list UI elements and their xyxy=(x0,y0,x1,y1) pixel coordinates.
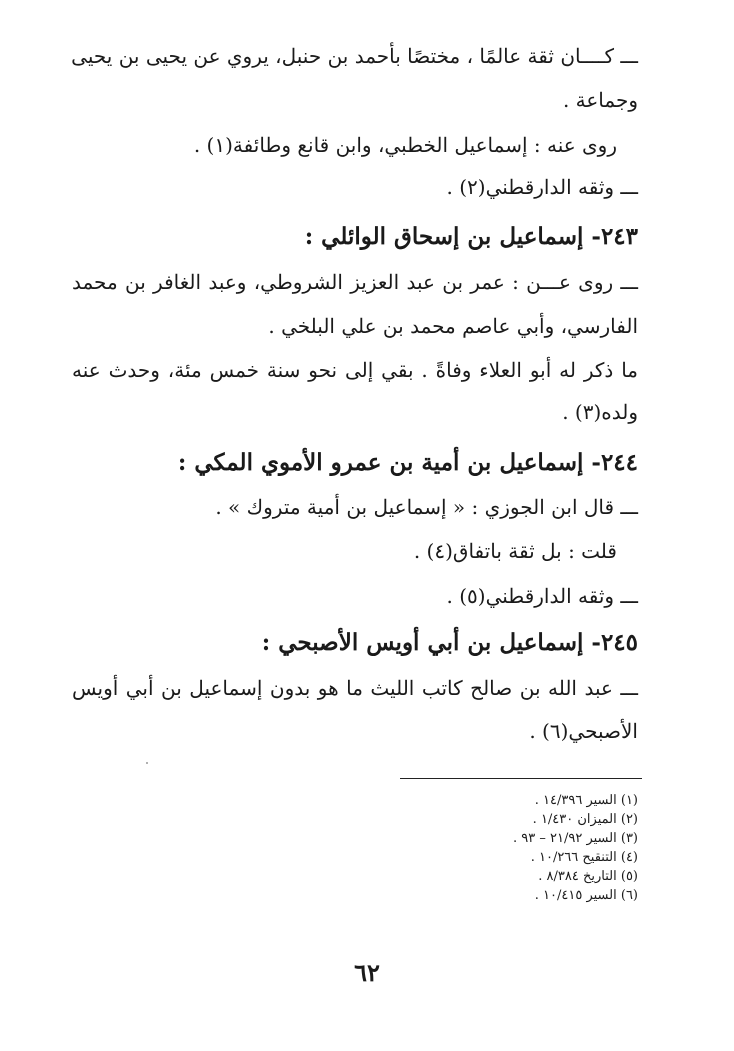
body-text-line: ـــ كــــان ثقة عالمًا ، مختصًا بأحمد بن حنبل، يروي عن يحيى بن يحيى xyxy=(71,44,638,68)
entry-text-line: ولده(٣) . xyxy=(562,400,638,424)
entry-text-line: قلت : بل ثقة باتفاق(٤) . xyxy=(413,539,617,563)
entry-text-line: الفارسي، وأبي عاصم محمد بن علي البلخي . xyxy=(268,314,638,338)
footnote-separator xyxy=(400,778,642,779)
entry-text-line: ما ذكر له أبو العلاء وفاةً . بقي إلى نحو سنة خمس مئة، وحدث عنه xyxy=(72,358,638,382)
body-text-line: روى عنه : إسماعيل الخطبي، وابن قانع وطائفة(١) . xyxy=(193,133,617,157)
footnote: (٤) التنقيح ١٠/٢٦٦ . xyxy=(530,850,638,865)
footnote: (٣) السير ٢١/٩٢ – ٩٣ . xyxy=(513,831,638,846)
entry-text-line: ـــ قال ابن الجوزي : « إسماعيل بن أمية متروك » . xyxy=(215,495,638,519)
footnote: (٥) التاريخ ٨/٣٨٤ . xyxy=(538,869,638,884)
entry-text-line: ـــ روى عـــن : عمر بن عبد العزيز الشروطي، وعبد الغافر بن محمد xyxy=(72,270,638,294)
entry-heading-243: ٢٤٣- إسماعيل بن إسحاق الوائلي : xyxy=(304,223,638,250)
footnote: (٦) السير ١٠/٤١٥ . xyxy=(534,888,638,903)
scan-speck xyxy=(146,762,148,764)
footnote: (١) السير ١٤/٣٩٦ . xyxy=(534,793,638,808)
entry-heading-244: ٢٤٤- إسماعيل بن أمية بن عمرو الأموي المكي : xyxy=(177,449,638,476)
entry-heading-245: ٢٤٥- إسماعيل بن أبي أويس الأصبحي : xyxy=(261,629,638,656)
entry-text-line: ـــ عبد الله بن صالح كاتب الليث ما هو بدون إسماعيل بن أبي أويس xyxy=(72,676,638,700)
page-number: ٦٢ xyxy=(354,958,380,987)
footnote: (٢) الميزان ١/٤٣٠ . xyxy=(532,812,638,827)
body-text-line: ـــ وثقه الدارقطني(٢) . xyxy=(446,175,638,199)
entry-text-line: الأصبحي(٦) . xyxy=(529,719,638,743)
body-text-line: وجماعة . xyxy=(562,88,638,112)
entry-text-line: ـــ وثقه الدارقطني(٥) . xyxy=(446,584,638,608)
